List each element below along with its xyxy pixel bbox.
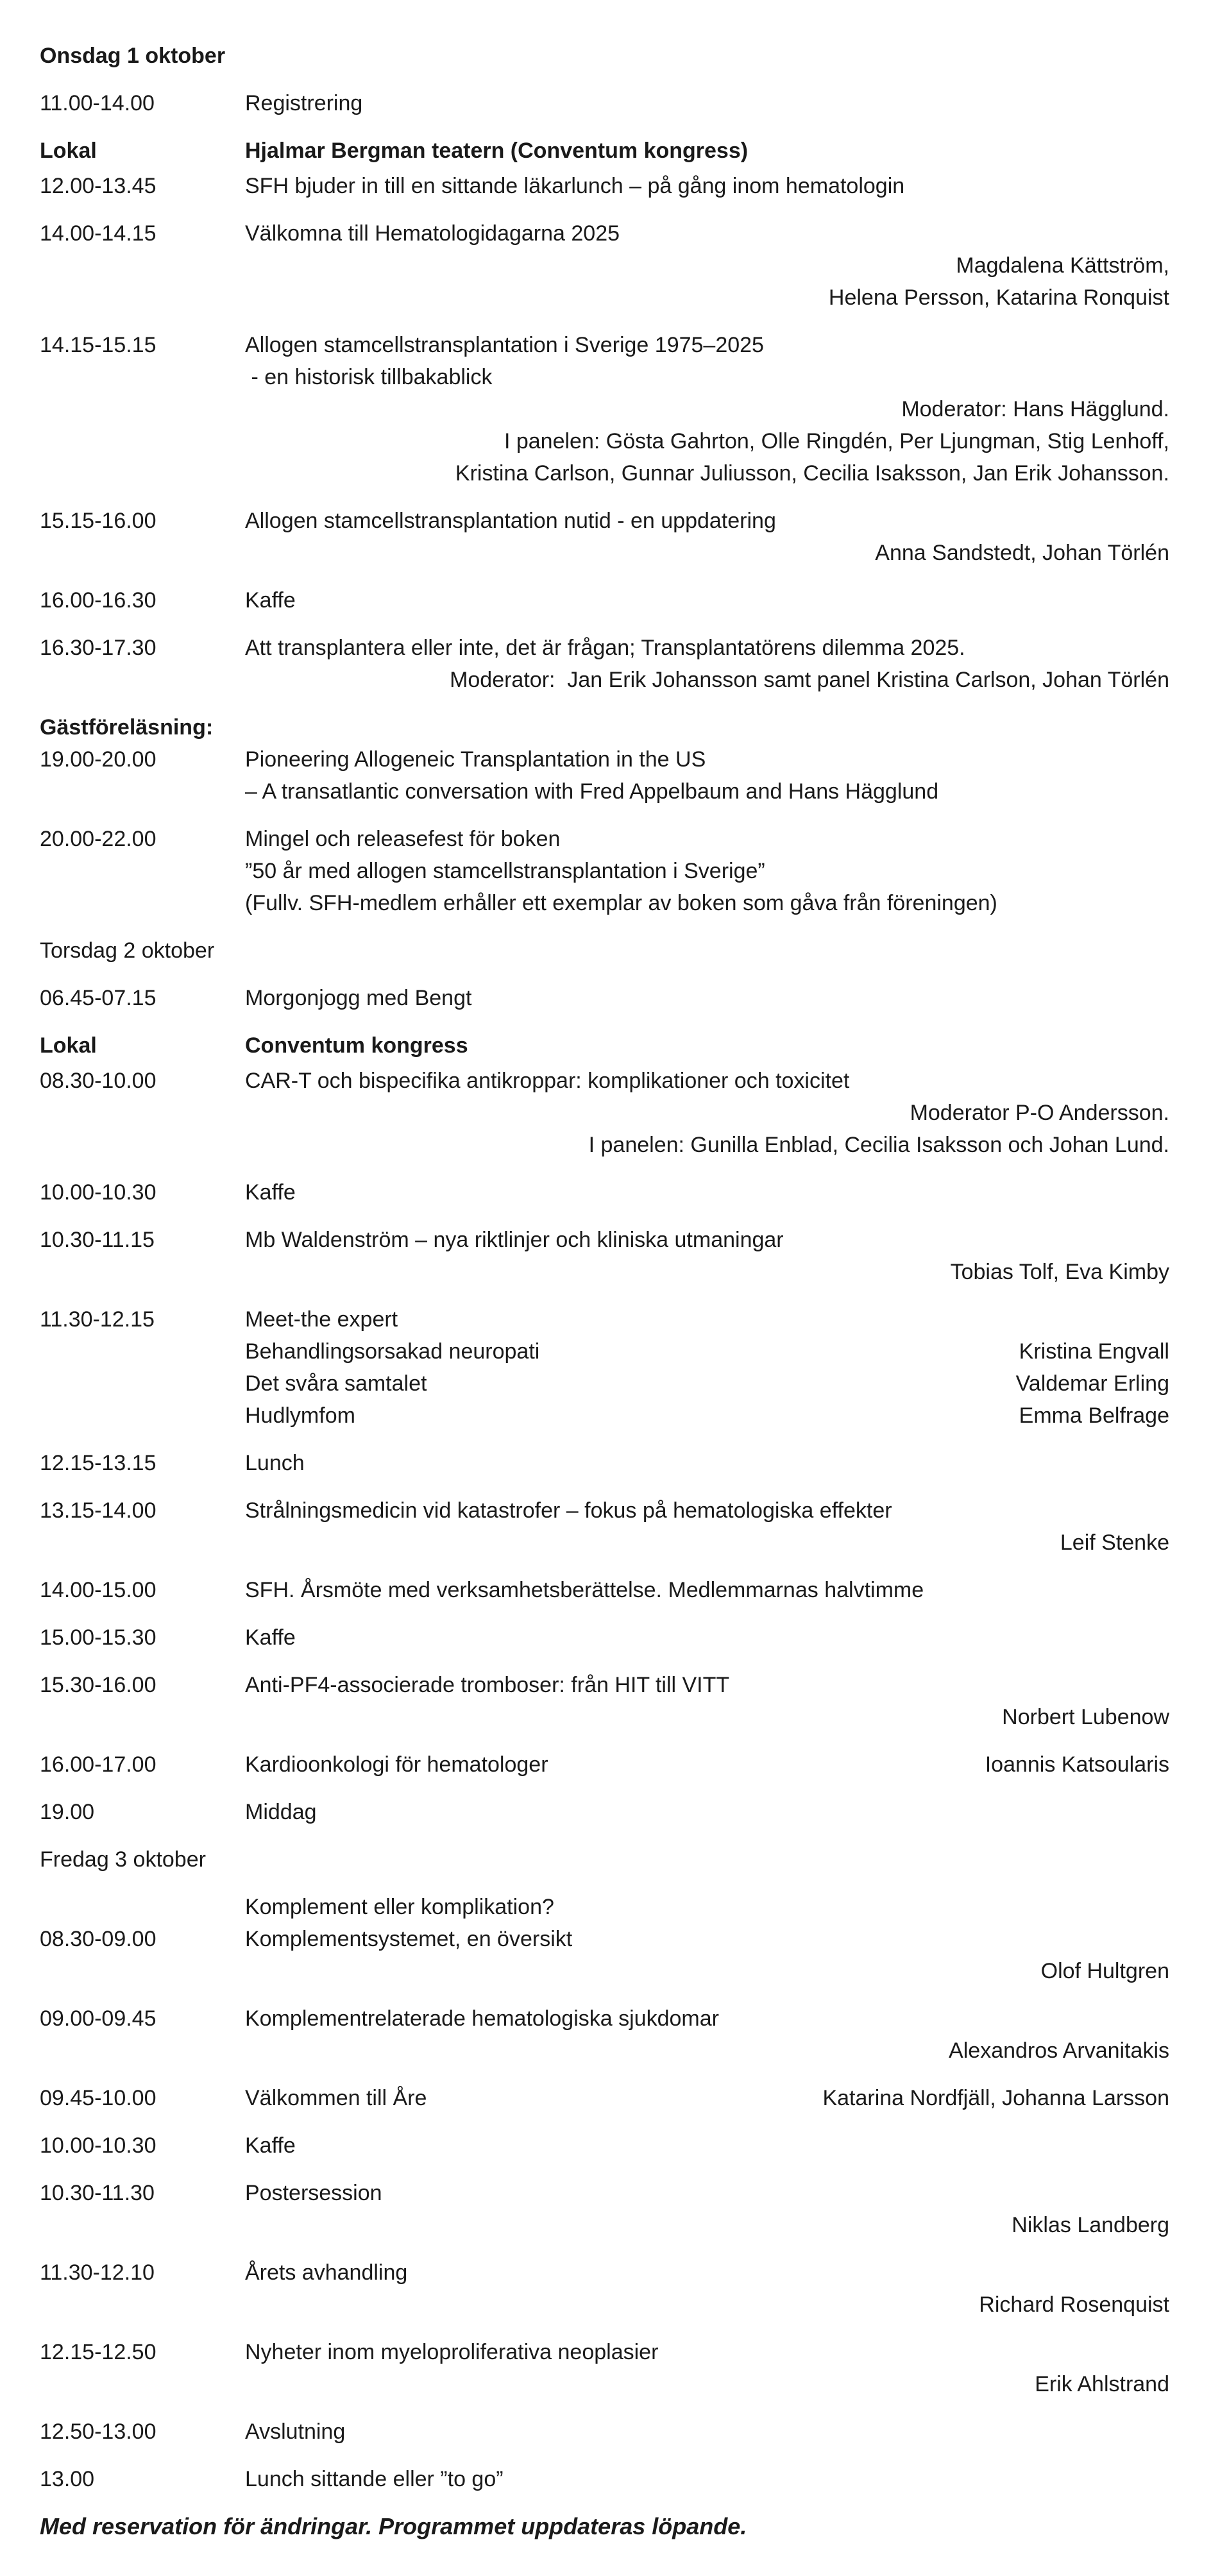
session-time: 11.30-12.15 bbox=[40, 1307, 155, 1332]
program-row bbox=[40, 1176, 1169, 1208]
session-title: Postersession bbox=[245, 2181, 382, 2205]
session-note: (Fullv. SFH-medlem erhåller ett exemplar av boken som gåva från föreningen) bbox=[245, 891, 997, 915]
program-row bbox=[40, 1495, 1169, 1527]
session-speaker: Anna Sandstedt, Johan Törlén bbox=[875, 541, 1169, 565]
talk-speaker: Emma Belfrage bbox=[1019, 1403, 1169, 1428]
session-title: Att transplantera eller inte, det är frågan; Transplantatörens dilemma 2025. bbox=[245, 636, 965, 660]
session bbox=[40, 87, 1169, 119]
program-row bbox=[40, 2257, 1169, 2289]
session-subtitle: ”50 år med allogen stamcellstransplantation i Sverige” bbox=[245, 859, 765, 883]
program-row bbox=[40, 505, 1169, 537]
venue-name: Conventum kongress bbox=[245, 1033, 468, 1058]
session-speaker: Helena Persson, Katarina Ronquist bbox=[828, 285, 1169, 310]
session-speaker: I panelen: Gösta Gahrton, Olle Ringdén, Per Ljungman, Stig Lenhoff, bbox=[504, 429, 1169, 453]
session-time: 10.30-11.30 bbox=[40, 2181, 155, 2205]
session-title: Kaffe bbox=[245, 1180, 296, 1205]
program-row bbox=[40, 743, 1169, 775]
day-heading: Fredag 3 oktober bbox=[40, 1847, 206, 1872]
program-row bbox=[40, 664, 1169, 696]
talk-title: Hudlymfom bbox=[245, 1403, 355, 1428]
session bbox=[40, 135, 1169, 202]
session-time: 16.30-17.30 bbox=[40, 636, 157, 660]
program-row bbox=[40, 1955, 1169, 1987]
session-time: 19.00-20.00 bbox=[40, 747, 157, 772]
session-time: 19.00 bbox=[40, 1800, 95, 1824]
session bbox=[40, 1796, 1169, 1828]
session-subtitle: – A transatlantic conversation with Fred Appelbaum and Hans Hägglund bbox=[245, 779, 939, 804]
session-title: Strålningsmedicin vid katastrofer – fokus på hematologiska effekter bbox=[245, 1498, 892, 1523]
program-row bbox=[40, 1065, 1169, 1097]
session bbox=[40, 2257, 1169, 2321]
session-time: 14.00-15.00 bbox=[40, 1578, 157, 1602]
session-speaker: Kristina Carlson, Gunnar Juliusson, Cecilia Isaksson, Jan Erik Johansson. bbox=[455, 461, 1169, 486]
program-row bbox=[40, 1224, 1169, 1256]
session-title: Komplementrelaterade hematologiska sjukdomar bbox=[245, 2006, 719, 2031]
disclaimer-note: Med reservation för ändringar. Programmet uppdateras löpande. bbox=[40, 2513, 747, 2539]
talk-speaker: Valdemar Erling bbox=[1015, 1371, 1169, 1396]
session bbox=[40, 1224, 1169, 1288]
session bbox=[40, 1447, 1169, 1479]
session-title: Allogen stamcellstransplantation i Sverige 1975–2025 bbox=[245, 333, 764, 357]
program-row bbox=[40, 2511, 1169, 2543]
session bbox=[40, 1574, 1169, 1606]
section-label: Gästföreläsning: bbox=[40, 715, 214, 740]
program-row bbox=[40, 982, 1169, 1014]
venue-row bbox=[40, 135, 1169, 167]
session-time: 15.00-15.30 bbox=[40, 1625, 157, 1650]
program-row bbox=[40, 1622, 1169, 1654]
session-time: 12.15-13.15 bbox=[40, 1451, 157, 1475]
session bbox=[40, 2416, 1169, 2448]
session bbox=[40, 2082, 1169, 2114]
session bbox=[40, 505, 1169, 569]
session-speaker: Olof Hultgren bbox=[1040, 1959, 1169, 1983]
program-row bbox=[40, 1527, 1169, 1559]
session-time: 14.15-15.15 bbox=[40, 333, 157, 357]
talk-title: Det svåra samtalet bbox=[245, 1371, 427, 1396]
session-time: 12.15-12.50 bbox=[40, 2340, 157, 2364]
day-heading: Onsdag 1 oktober bbox=[40, 44, 226, 68]
program-row bbox=[40, 217, 1169, 250]
session-title: Avslutning bbox=[245, 2419, 346, 2444]
session-time: 08.30-09.00 bbox=[40, 1927, 157, 1951]
session bbox=[40, 1495, 1169, 1559]
session-speaker: Moderator P-O Andersson. bbox=[910, 1101, 1169, 1125]
session bbox=[40, 1176, 1169, 1208]
session-time: 06.45-07.15 bbox=[40, 986, 157, 1010]
program-row bbox=[40, 2035, 1169, 2067]
program-row bbox=[40, 632, 1169, 664]
session-speaker: Niklas Landberg bbox=[1012, 2213, 1169, 2237]
session bbox=[40, 982, 1169, 1014]
program-row bbox=[40, 1749, 1169, 1781]
session-speaker: Magdalena Kättström, bbox=[956, 253, 1169, 278]
program-row bbox=[40, 584, 1169, 616]
session bbox=[40, 2336, 1169, 2400]
session-title: Nyheter inom myeloproliferativa neoplasier bbox=[245, 2340, 659, 2364]
session-time: 12.50-13.00 bbox=[40, 2419, 157, 2444]
program-row bbox=[40, 1303, 1169, 1335]
program-row bbox=[40, 1256, 1169, 1288]
footer-block bbox=[40, 2511, 1169, 2543]
session-title: Meet-the expert bbox=[245, 1307, 398, 1332]
session bbox=[40, 217, 1169, 314]
session bbox=[40, 823, 1169, 919]
session-title: Allogen stamcellstransplantation nutid - en uppdatering bbox=[245, 509, 776, 533]
program-row bbox=[40, 1574, 1169, 1606]
session bbox=[40, 1891, 1169, 1987]
session bbox=[40, 329, 1169, 489]
session-title: Kaffe bbox=[245, 588, 296, 613]
program-row bbox=[40, 1400, 1169, 1432]
session-subtitle: - en historisk tillbakablick bbox=[245, 365, 493, 389]
session bbox=[40, 1622, 1169, 1654]
session-title: CAR-T och bispecifika antikroppar: komplikationer och toxicitet bbox=[245, 1069, 850, 1093]
session-time: 09.45-10.00 bbox=[40, 2086, 157, 2110]
session bbox=[40, 1303, 1169, 1432]
session-title: Årets avhandling bbox=[245, 2260, 408, 2285]
program-row bbox=[40, 282, 1169, 314]
program-row bbox=[40, 2289, 1169, 2321]
session-speaker: Norbert Lubenow bbox=[1002, 1705, 1169, 1729]
program-row bbox=[40, 250, 1169, 282]
program-row bbox=[40, 935, 1169, 967]
program-row bbox=[40, 2416, 1169, 2448]
session bbox=[40, 1749, 1169, 1781]
session bbox=[40, 1030, 1169, 1161]
program-row bbox=[40, 2209, 1169, 2241]
session bbox=[40, 2130, 1169, 2162]
program-row bbox=[40, 2463, 1169, 2495]
program-row bbox=[40, 1129, 1169, 1161]
program-row bbox=[40, 1669, 1169, 1701]
program-row bbox=[40, 1368, 1169, 1400]
program-row bbox=[40, 855, 1169, 887]
day-heading-block bbox=[40, 40, 1169, 72]
venue-name: Hjalmar Bergman teatern (Conventum kongress) bbox=[245, 139, 749, 163]
day-heading: Torsdag 2 oktober bbox=[40, 938, 215, 963]
program-row bbox=[40, 425, 1169, 457]
session-title: SFH. Årsmöte med verksamhetsberättelse. Medlemmarnas halvtimme bbox=[245, 1578, 924, 1602]
day-heading-block bbox=[40, 935, 1169, 967]
session-title: Kardioonkologi för hematologer bbox=[245, 1752, 548, 1777]
session bbox=[40, 2177, 1169, 2241]
program-row bbox=[40, 823, 1169, 855]
venue-label: Lokal bbox=[40, 1033, 97, 1058]
program-row bbox=[40, 1891, 1169, 1923]
session-title: Mb Waldenström – nya riktlinjer och kliniska utmaningar bbox=[245, 1228, 784, 1252]
program-row bbox=[40, 775, 1169, 808]
session-title: Komplementsystemet, en översikt bbox=[245, 1927, 573, 1951]
program-row bbox=[40, 537, 1169, 569]
session-title: Välkomna till Hematologidagarna 2025 bbox=[245, 221, 620, 246]
session-title: Middag bbox=[245, 1800, 317, 1824]
program-row bbox=[40, 2130, 1169, 2162]
program-row bbox=[40, 2368, 1169, 2400]
program-row bbox=[40, 1843, 1169, 1876]
program-row bbox=[40, 361, 1169, 393]
session-title: Anti-PF4-associerade tromboser: från HIT till VITT bbox=[245, 1673, 730, 1697]
session-title: Mingel och releasefest för boken bbox=[245, 827, 561, 851]
session-time: 14.00-14.15 bbox=[40, 221, 157, 246]
program-row bbox=[40, 1923, 1169, 1955]
session-time: 13.15-14.00 bbox=[40, 1498, 157, 1523]
program-row bbox=[40, 887, 1169, 919]
session-time: 20.00-22.00 bbox=[40, 827, 157, 851]
session-title: Registrering bbox=[245, 91, 363, 115]
program-row bbox=[40, 329, 1169, 361]
session-time: 10.00-10.30 bbox=[40, 1180, 157, 1205]
program-row bbox=[40, 457, 1169, 489]
session-speaker: Tobias Tolf, Eva Kimby bbox=[950, 1260, 1169, 1284]
session-title: Pioneering Allogeneic Transplantation in the US bbox=[245, 747, 706, 772]
session-time: 09.00-09.45 bbox=[40, 2006, 157, 2031]
day-heading-block bbox=[40, 1843, 1169, 1876]
venue-label: Lokal bbox=[40, 139, 97, 163]
session-theme: Komplement eller komplikation? bbox=[245, 1895, 554, 1919]
program-row bbox=[40, 2082, 1169, 2114]
session-speaker: Moderator: Jan Erik Johansson samt panel Kristina Carlson, Johan Törlén bbox=[450, 668, 1169, 692]
program-row bbox=[40, 1335, 1169, 1368]
program-row bbox=[40, 2336, 1169, 2368]
talk-title: Behandlingsorsakad neuropati bbox=[245, 1339, 540, 1364]
program-row bbox=[40, 1097, 1169, 1129]
session-speaker: I panelen: Gunilla Enblad, Cecilia Isaksson och Johan Lund. bbox=[588, 1133, 1169, 1157]
program-row bbox=[40, 1447, 1169, 1479]
session-speaker: Alexandros Arvanitakis bbox=[949, 2038, 1169, 2063]
session-speaker: Richard Rosenquist bbox=[979, 2292, 1169, 2317]
session bbox=[40, 632, 1169, 696]
session bbox=[40, 2003, 1169, 2067]
session-title: SFH bjuder in till en sittande läkarlunch – på gång inom hematologin bbox=[245, 174, 905, 198]
program-row bbox=[40, 40, 1169, 72]
session-time: 12.00-13.45 bbox=[40, 174, 157, 198]
program-row bbox=[40, 711, 1169, 743]
program-row bbox=[40, 393, 1169, 425]
session-speaker: Moderator: Hans Hägglund. bbox=[901, 397, 1169, 421]
program-row bbox=[40, 2003, 1169, 2035]
session-time: 08.30-10.00 bbox=[40, 1069, 157, 1093]
session-time: 15.30-16.00 bbox=[40, 1673, 157, 1697]
session-time: 16.00-16.30 bbox=[40, 588, 157, 613]
session-title: Kaffe bbox=[245, 1625, 296, 1650]
program-row bbox=[40, 2177, 1169, 2209]
program-row bbox=[40, 170, 1169, 202]
session-title: Lunch bbox=[245, 1451, 305, 1475]
session-speaker: Katarina Nordfjäll, Johanna Larsson bbox=[822, 2086, 1169, 2110]
session-speaker: Ioannis Katsoularis bbox=[985, 1752, 1169, 1777]
talk-speaker: Kristina Engvall bbox=[1019, 1339, 1169, 1364]
session-time: 10.00-10.30 bbox=[40, 2133, 157, 2158]
program-row bbox=[40, 87, 1169, 119]
session-title: Lunch sittande eller ”to go” bbox=[245, 2467, 504, 2491]
session-time: 11.30-12.10 bbox=[40, 2260, 155, 2285]
session-time: 13.00 bbox=[40, 2467, 95, 2491]
session bbox=[40, 584, 1169, 616]
venue-row bbox=[40, 1030, 1169, 1062]
session-time: 11.00-14.00 bbox=[40, 91, 155, 115]
session-title: Morgonjogg med Bengt bbox=[245, 986, 472, 1010]
session-title: Välkommen till Åre bbox=[245, 2086, 427, 2110]
session bbox=[40, 711, 1169, 808]
session bbox=[40, 2463, 1169, 2495]
session-speaker: Erik Ahlstrand bbox=[1035, 2372, 1169, 2396]
session bbox=[40, 1669, 1169, 1733]
program-row bbox=[40, 1796, 1169, 1828]
program-row bbox=[40, 1701, 1169, 1733]
session-speaker: Leif Stenke bbox=[1060, 1530, 1169, 1555]
session-time: 10.30-11.15 bbox=[40, 1228, 155, 1252]
session-time: 16.00-17.00 bbox=[40, 1752, 157, 1777]
session-title: Kaffe bbox=[245, 2133, 296, 2158]
session-time: 15.15-16.00 bbox=[40, 509, 157, 533]
